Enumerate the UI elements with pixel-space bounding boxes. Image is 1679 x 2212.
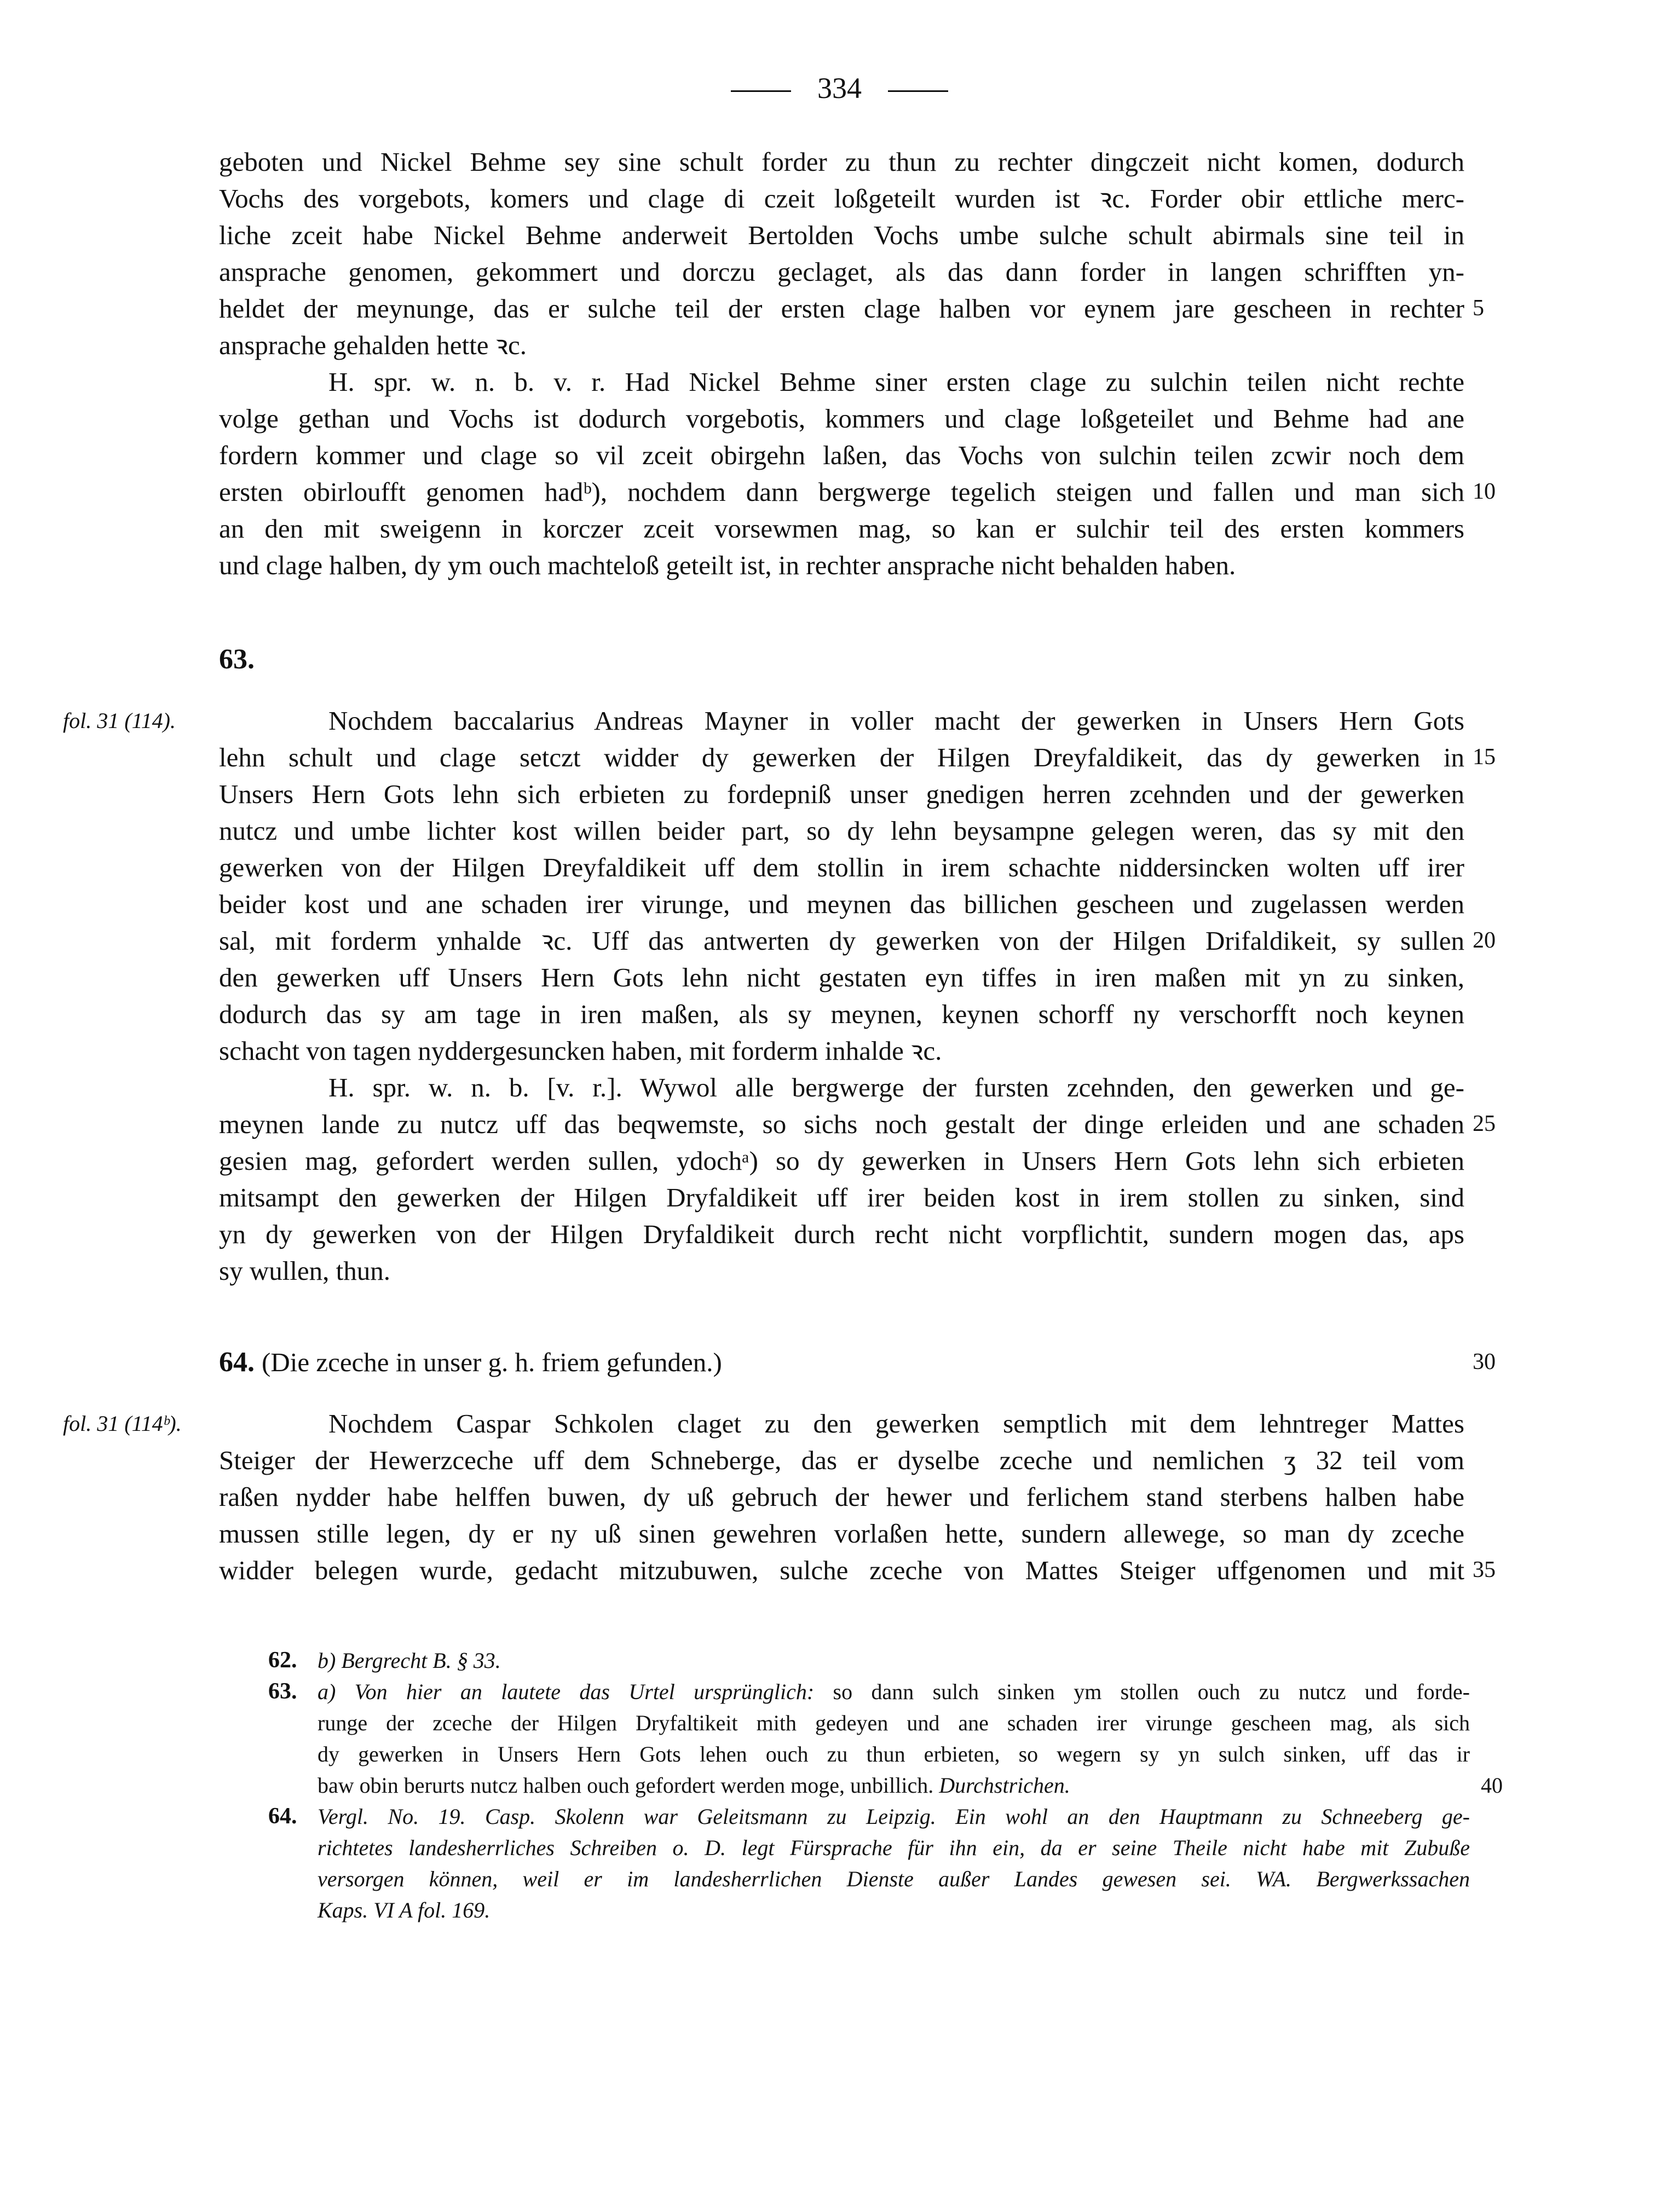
text-line: und clage halben, dy ym ouch machteloß geteilt ist, in rechter ansprache nicht behalden haben. bbox=[219, 550, 1236, 580]
text-line: meynen lande zu nutcz uff das beqwemste, so sichs noch gestalt der dinge erleiden und ane schaden 25 bbox=[219, 1106, 1464, 1142]
text-line: volge gethan und Vochs ist dodurch vorgebotis, kommers und clage loßgeteilet und Behme had ane bbox=[219, 403, 1464, 434]
text-line: an den mit sweigenn in korczer zceit vorsewmen mag, so kan er sulchir teil des ersten kommers bbox=[219, 513, 1464, 544]
footnote-63: 63. a) Von hier an lautete das Urtel ursprünglich: so dann sulch sinken ym stollen ouch zu nutcz und forde- bbox=[268, 1679, 1470, 1704]
text-line: Vochs des vorgebots, komers und clage di czeit loßgeteilt wurden ist ꝛc. Forder obir ettliche merc- bbox=[219, 183, 1464, 213]
text-line: fol. 31 (114ᵇ). Nochdem Caspar Schkolen claget zu den gewerken semptlich mit dem lehntreger Mattes bbox=[219, 1405, 1464, 1442]
footnote-line: richtetes landesherrliches Schreiben o. D. legt Fürsprache für ihn ein, da er seine Theile nicht habe mit Zubuße bbox=[318, 1835, 1470, 1860]
text-line: den gewerken uff Unsers Hern Gots lehn nicht gestaten eyn tiffes in iren maßen mit yn zu sinken, bbox=[219, 962, 1464, 992]
section-63-heading: 63. bbox=[219, 644, 255, 675]
header-rule-left bbox=[731, 90, 791, 92]
section-64-heading: 64. (Die zceche in unser g. h. friem gefunden.) 30 bbox=[219, 1344, 1464, 1381]
footnote-line: dy gewerken in Unsers Hern Gots lehen ouch zu thun erbieten, so wegern sy yn sulch sinken, uff das ir bbox=[318, 1742, 1470, 1766]
text-line: yn dy gewerken von der Hilgen Dryfaldikeit durch recht nicht vorpflichtit, sundern mogen das, aps bbox=[219, 1219, 1464, 1249]
text-line: ersten obirloufft genomen hadᵇ), nochdem dann bergwerge tegelich steigen und fallen und man sich 10 bbox=[219, 473, 1464, 510]
page-number: 334 bbox=[817, 72, 862, 105]
text-line: liche zceit habe Nickel Behme anderweit Bertolden Vochs umbe sulche schult abirmals sine teil in bbox=[219, 220, 1464, 250]
folio-note: fol. 31 (114ᵇ). bbox=[63, 1411, 182, 1436]
header-rule-right bbox=[888, 90, 948, 92]
line-number: 10 bbox=[1473, 479, 1496, 504]
text-line: mussen stille legen, dy er ny uß sinen gewehren vorlaßen hette, sundern allewege, so man dy zceche bbox=[219, 1518, 1464, 1549]
footnote-line: versorgen können, weil er im landesherrlichen Dienste außer Landes gewesen sei. WA. Bergwerkssachen bbox=[318, 1867, 1470, 1891]
footnote-62: 62. b) Bergrecht B. § 33. bbox=[268, 1648, 501, 1673]
footnote-line: baw obin berurts nutcz halben ouch gefordert werden moge, unbillich. Durchstrichen. 40 bbox=[268, 1770, 1470, 1801]
text-line: mitsampt den gewerken der Hilgen Dryfaldikeit uff irer beiden kost in irem stollen zu sinken, sind bbox=[219, 1182, 1464, 1212]
line-number: 40 bbox=[1481, 1773, 1503, 1798]
line-number: 35 bbox=[1473, 1557, 1496, 1583]
text-line: beider kost und ane schaden irer virunge, und meynen das billichen gescheen und zugelassen werden bbox=[219, 889, 1464, 919]
text-line: Unsers Hern Gots lehn sich erbieten zu fordерniß unser gnedigen herren zcehnden und der gewerken bbox=[219, 779, 1464, 809]
line-number: 25 bbox=[1473, 1111, 1496, 1136]
text-line: sal, mit forderm ynhalde ꝛc. Uff das antwerten dy gewerken von der Hilgen Drifaldikeit, sy sullen 20 bbox=[219, 922, 1464, 959]
footnote-line: runge der zceche der Hilgen Dryfaltikeit mith gedeyen und ane schaden irer virunge gescheen mag, als sich bbox=[318, 1711, 1470, 1735]
text-line: H. spr. w. n. b. [v. r.]. Wywol alle bergwerge der fursten zcehnden, den gewerken und ge- bbox=[328, 1072, 1464, 1102]
text-line: gesien mag, gefordert werden sullen, ydochᵃ) so dy gewerken in Unsers Hern Gots lehn sich erbieten bbox=[219, 1146, 1464, 1176]
text-line: widder belegen wurde, gedacht mitzubuwen, sulche zceche von Mattes Steiger uffgenomen und mit 35 bbox=[219, 1552, 1464, 1589]
text-line: lehn schult und clage setczt widder dy gewerken der Hilgen Dreyfaldikeit, das dy gewerken in 15 bbox=[219, 739, 1464, 776]
text-line: raßen nydder habe helffen buwen, dy uß gebruch der hewer und ferlichem stand sterbens halben habe bbox=[219, 1482, 1464, 1512]
footnote-line: Kaps. VI A fol. 169. bbox=[318, 1898, 491, 1922]
text-line: ansprache genomen, gekommert und dorczu geclaget, als das dann forder in langen schrifften yn- bbox=[219, 257, 1464, 287]
text-line: schacht von tagen nyddergesuncken haben, mit forderm inhalde ꝛc. bbox=[219, 1036, 942, 1066]
section-64-title: (Die zceche in unser g. h. friem gefunden.) bbox=[262, 1347, 722, 1377]
main-text bbox=[63, 143, 1496, 1589]
folio-note: fol. 31 (114). bbox=[63, 708, 176, 733]
text-line: dodurch das sy am tage in iren maßen, als sy meynen, keynen schorff ny verschorfft noch keynen bbox=[219, 999, 1464, 1029]
footnote-64: 64. Vergl. No. 19. Casp. Skolenn war Geleitsmann zu Leipzig. Ein wohl an den Hauptmann zu Schneeberg ge- bbox=[268, 1804, 1470, 1829]
text-line: sy wullen, thun. bbox=[219, 1256, 391, 1286]
text-line: fordern kommer und clage so vil zceit obirgehn laßen, das Vochs von sulchin teilen zcwir noch dem bbox=[219, 440, 1464, 470]
line-number: 5 bbox=[1473, 296, 1484, 321]
text-line: heldet der meynunge, das er sulche teil der ersten clage halben vor eynem jare gescheen in rechter 5 bbox=[219, 290, 1464, 327]
text-line: Steiger der Hewerzceche uff dem Schneberge, das er dyselbe zceche und nemlichen ʒ 32 teil vom bbox=[219, 1445, 1464, 1475]
footnotes bbox=[268, 1645, 1503, 1926]
line-number: 20 bbox=[1473, 928, 1496, 953]
text-line: ansprache gehalden hette ꝛc. bbox=[219, 330, 527, 360]
line-number: 30 bbox=[1473, 1349, 1496, 1374]
page-header bbox=[0, 71, 1679, 105]
text-line: H. spr. w. n. b. v. r. Had Nickel Behme siner ersten clage zu sulchin teilen nicht rechte bbox=[328, 367, 1464, 397]
line-number: 15 bbox=[1473, 744, 1496, 770]
text-line: fol. 31 (114). Nochdem baccalarius Andreas Mayner in voller macht der gewerken in Unsers Hern Gots bbox=[219, 702, 1464, 739]
text-line: geboten und Nickel Behme sey sine schult forder zu thun zu rechter dingczeit nicht komen, dodurch bbox=[219, 147, 1464, 177]
text-line: nutcz und umbe lichter kost willen beider part, so dy lehn beysampne gelegen weren, das sy mit den bbox=[219, 816, 1464, 846]
text-line: gewerken von der Hilgen Dreyfaldikeit uff dem stollin in irem schachte niddersincken wolten uff irer bbox=[219, 852, 1464, 882]
